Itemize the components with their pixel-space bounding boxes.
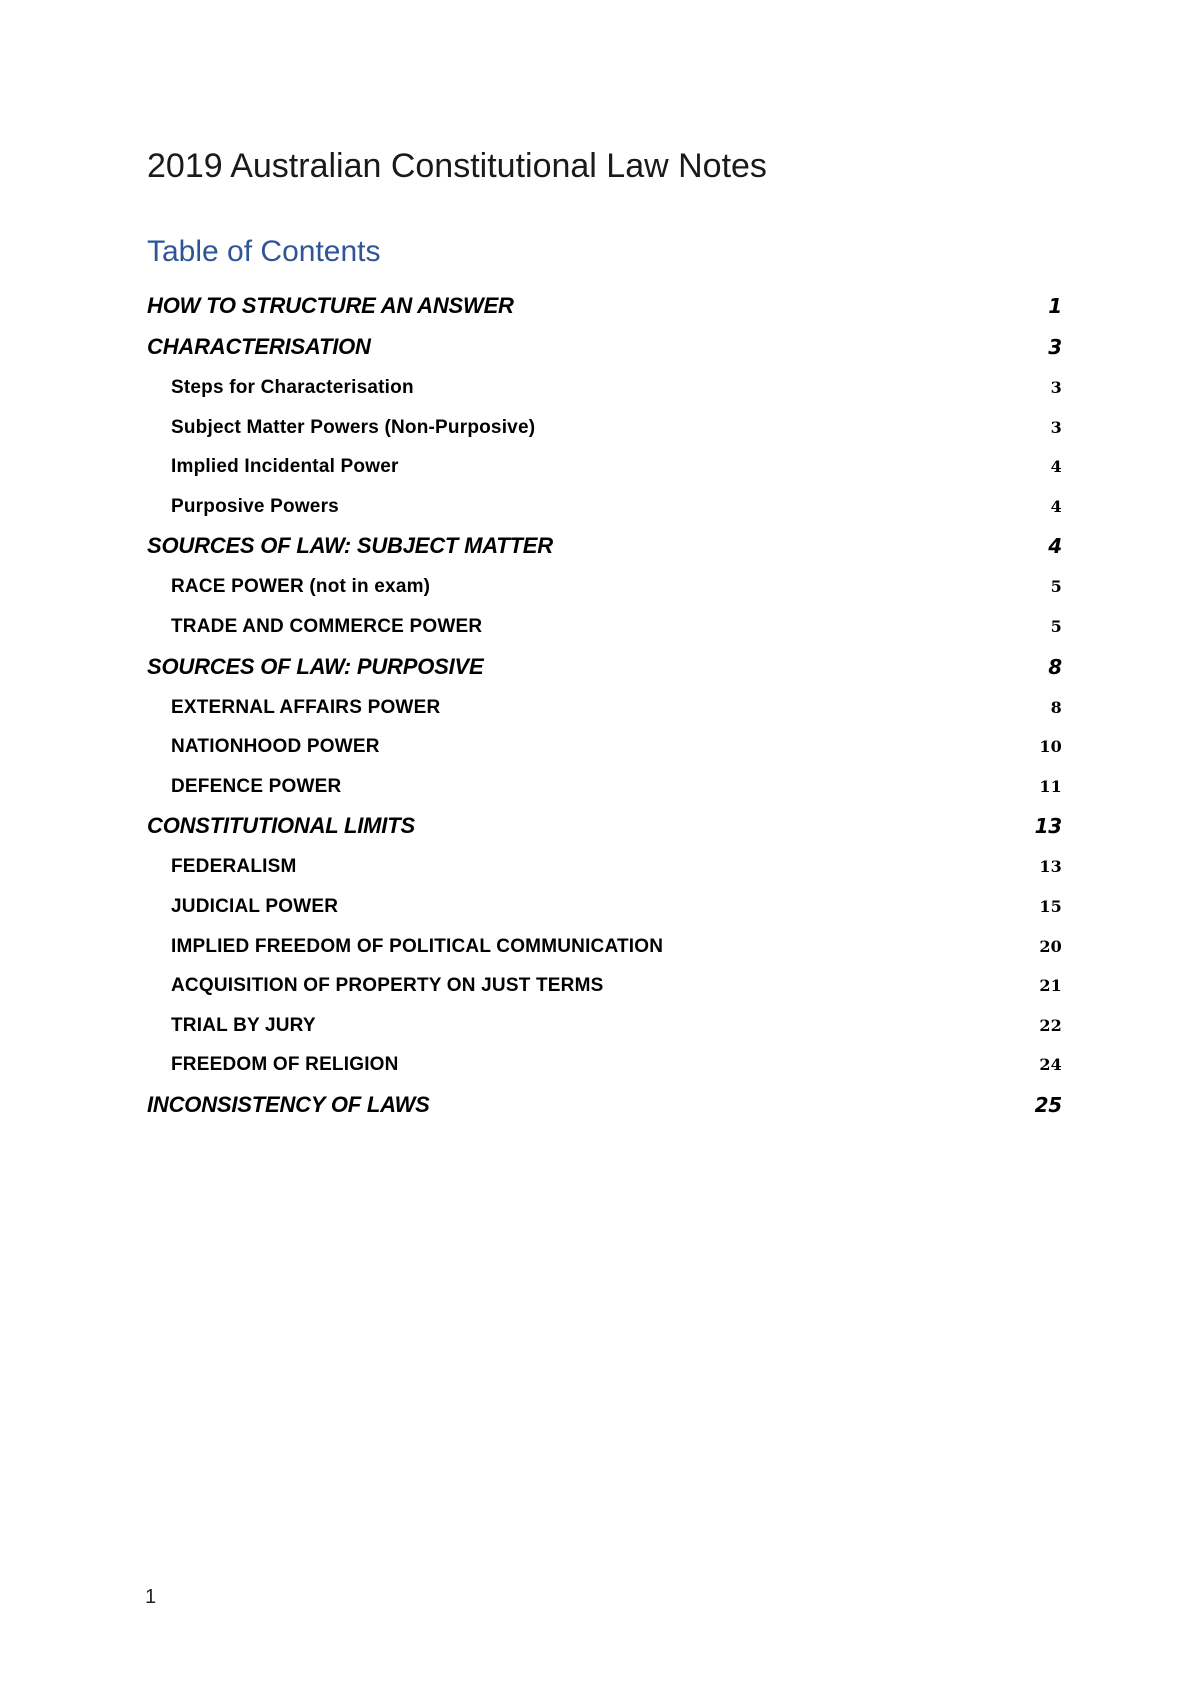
toc-entry-page-number: 13: [1034, 814, 1062, 839]
toc-entry-label: EXTERNAL AFFAIRS POWER: [171, 696, 441, 718]
toc-subsection-entry[interactable]: [147, 491, 1062, 531]
toc-entry-page-number: 3: [1050, 417, 1062, 437]
toc-entry-label: SOURCES OF LAW: SUBJECT MATTER: [147, 533, 553, 559]
toc-entry-label: Subject Matter Powers (Non-Purposive): [171, 416, 536, 438]
toc-entry-page-number: 20: [1039, 936, 1062, 956]
toc-subsection-entry[interactable]: [147, 931, 1062, 971]
toc-section-entry[interactable]: [147, 530, 1062, 571]
document-title: 2019 Australian Constitutional Law Notes: [147, 147, 767, 185]
toc-entry-page-number: 8: [1048, 654, 1062, 679]
toc-entry-page-number: 3: [1050, 378, 1062, 397]
toc-section-entry[interactable]: [147, 290, 1062, 331]
toc-entry-page-number: 5: [1050, 616, 1062, 636]
toc-entry-page-number: 4: [1050, 496, 1062, 516]
toc-entry-label: TRADE AND COMMERCE POWER: [171, 615, 483, 637]
toc-subsection-entry[interactable]: [147, 692, 1062, 732]
toc-subsection-entry[interactable]: [147, 372, 1062, 412]
toc-entry-label: DEFENCE POWER: [171, 775, 342, 797]
toc-entry-label: CONSTITUTIONAL LIMITS: [147, 813, 415, 839]
toc-subsection-entry[interactable]: [147, 1049, 1062, 1089]
toc-entry-label: CHARACTERISATION: [147, 334, 371, 359]
toc-entry-label: JUDICIAL POWER: [171, 895, 339, 917]
toc-entry-label: FREEDOM OF RELIGION: [171, 1054, 399, 1076]
toc-entry-page-number: 25: [1034, 1092, 1062, 1117]
toc-entry-label: Implied Incidental Power: [171, 456, 399, 478]
toc-entry-label: FEDERALISM: [171, 856, 297, 878]
toc-subsection-entry[interactable]: [147, 611, 1062, 651]
toc-section-entry[interactable]: [147, 810, 1062, 851]
table-of-contents: [147, 290, 1062, 1130]
toc-section-entry[interactable]: [147, 1089, 1062, 1130]
toc-entry-label: HOW TO STRUCTURE AN ANSWER: [147, 293, 514, 318]
toc-subsection-entry[interactable]: [147, 970, 1062, 1010]
toc-entry-label: ACQUISITION OF PROPERTY ON JUST TERMS: [171, 975, 604, 997]
toc-subsection-entry[interactable]: [147, 731, 1062, 771]
toc-entry-page-number: 4: [1050, 457, 1062, 477]
toc-entry-label: NATIONHOOD POWER: [171, 736, 380, 758]
toc-subsection-entry[interactable]: [147, 771, 1062, 811]
toc-entry-label: SOURCES OF LAW: PURPOSIVE: [147, 653, 484, 679]
toc-entry-page-number: 13: [1039, 857, 1062, 877]
toc-entry-page-number: 22: [1039, 1015, 1062, 1035]
toc-subsection-entry[interactable]: [147, 412, 1062, 452]
toc-entry-page-number: 1: [1048, 294, 1062, 318]
toc-entry-page-number: 15: [1039, 896, 1062, 916]
toc-entry-page-number: 10: [1039, 737, 1062, 757]
toc-entry-label: IMPLIED FREEDOM OF POLITICAL COMMUNICATION: [171, 935, 664, 957]
toc-subsection-entry[interactable]: [147, 851, 1062, 891]
toc-entry-label: Steps for Characterisation: [171, 377, 414, 398]
toc-entry-page-number: 24: [1039, 1055, 1062, 1075]
toc-entry-label: RACE POWER (not in exam): [171, 576, 431, 598]
toc-entry-label: Purposive Powers: [171, 495, 339, 517]
table-of-contents-heading: Table of Contents: [147, 235, 381, 268]
toc-subsection-entry[interactable]: [147, 571, 1062, 611]
toc-entry-page-number: 11: [1039, 776, 1062, 796]
toc-subsection-entry[interactable]: [147, 1010, 1062, 1050]
toc-subsection-entry[interactable]: [147, 891, 1062, 931]
toc-entry-page-number: 5: [1050, 577, 1062, 597]
toc-subsection-entry[interactable]: [147, 451, 1062, 491]
toc-entry-page-number: 3: [1048, 335, 1062, 359]
footer-page-number: 1: [145, 1586, 157, 1608]
toc-entry-page-number: 8: [1050, 697, 1062, 717]
toc-section-entry[interactable]: [147, 331, 1062, 372]
toc-entry-label: INCONSISTENCY OF LAWS: [147, 1091, 430, 1117]
toc-entry-page-number: 4: [1048, 534, 1062, 559]
toc-entry-page-number: 21: [1039, 976, 1062, 996]
toc-section-entry[interactable]: [147, 651, 1062, 692]
toc-entry-label: TRIAL BY JURY: [171, 1014, 316, 1036]
